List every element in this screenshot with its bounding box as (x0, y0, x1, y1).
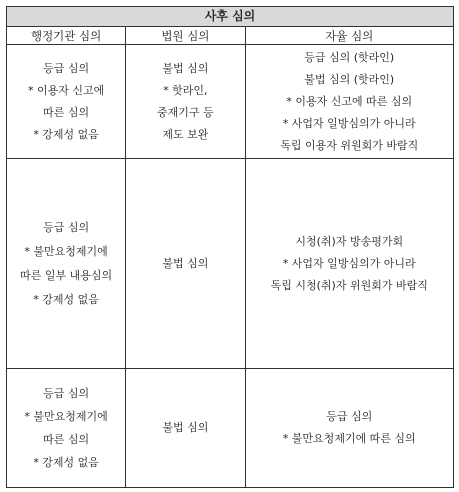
cell-line: 따른 심의 (43, 433, 90, 446)
cell-line: 중재기구 등 (157, 105, 214, 119)
cell-line: 독립 시청(취)자 위원회가 바람직 (270, 278, 428, 292)
cell-line: 제도 보완 (162, 127, 209, 141)
review-table (6, 6, 454, 488)
column-header-court: 법원 심의 (126, 27, 245, 45)
cell-line: * 강제성 없음 (33, 127, 99, 141)
cell-line: 등급 심의 (326, 410, 373, 423)
cell-line: * 불만요청제기에 (24, 244, 108, 258)
cell-line: * 불만요청제기에 따른 심의 (282, 432, 416, 445)
cell-line: 따른 심의 (43, 105, 90, 119)
table-cell (126, 45, 245, 159)
table-row (7, 369, 454, 488)
table-row (7, 45, 454, 159)
table-row (7, 159, 454, 369)
cell-line: * 이용자 신고에 따른 심의 (286, 94, 413, 108)
cell-line: 등급 심의 (43, 61, 90, 75)
cell-line: 불법 심의 (핫라인) (304, 72, 395, 86)
table-cell (7, 45, 126, 159)
cell-line: * 사업자 일방심의가 아니라 (282, 116, 416, 130)
cell-line: 등급 심의 (43, 387, 90, 400)
cell-line: * 이용자 신고에 (28, 83, 105, 97)
cell-line: * 불만요청제기에 (24, 410, 108, 423)
table-cell (126, 369, 245, 488)
column-header-administrative: 행정기관 심의 (7, 27, 126, 45)
table-cell (7, 369, 126, 488)
cell-line: * 강제성 없음 (33, 292, 99, 306)
table-cell (245, 369, 454, 488)
cell-line: 불법 심의 (162, 256, 209, 270)
cell-line: 독립 이용자 위원회가 바람직 (280, 138, 419, 152)
table-cell (245, 159, 454, 369)
table-cell (126, 159, 245, 369)
cell-line: 시청(취)자 방송평가회 (295, 234, 404, 248)
cell-line: * 핫라인, (163, 83, 208, 97)
cell-line: 불법 심의 (162, 61, 209, 75)
column-header-self-regulation: 자율 심의 (245, 27, 454, 45)
cell-line: * 강제성 없음 (33, 456, 99, 469)
cell-line: 따른 일부 내용심의 (20, 268, 113, 282)
table-cell (7, 159, 126, 369)
table-cell (245, 45, 454, 159)
table-title: 사후 심의 (7, 7, 454, 27)
cell-line: 등급 심의 (핫라인) (304, 50, 395, 64)
cell-line: * 사업자 일방심의가 아니라 (282, 256, 416, 270)
cell-line: 불법 심의 (162, 421, 209, 434)
cell-line: 등급 심의 (43, 220, 90, 234)
